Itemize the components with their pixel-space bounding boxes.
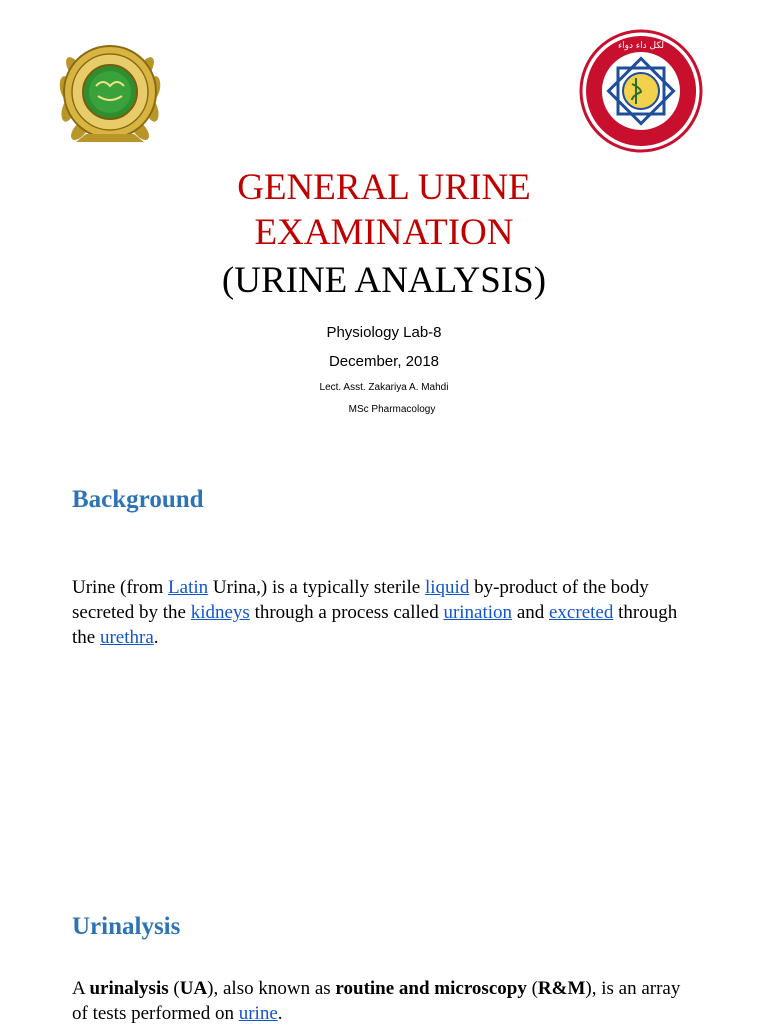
link-urination[interactable]: urination bbox=[443, 602, 513, 623]
university-seal-logo bbox=[52, 28, 168, 156]
bold-term: R&M bbox=[537, 978, 586, 999]
title-line-2: EXAMINATION bbox=[254, 212, 514, 253]
text-run: A bbox=[72, 978, 90, 999]
bold-term: urinalysis bbox=[89, 978, 169, 999]
text-run: Urine (from bbox=[72, 577, 169, 598]
text-run: and bbox=[512, 602, 549, 623]
text-run: . bbox=[277, 1003, 283, 1024]
text-run: ), is an array of tests performed on bbox=[72, 978, 681, 1024]
author-degree: MSc Pharmacology bbox=[348, 404, 436, 415]
university-seal-icon bbox=[52, 28, 168, 156]
title-line-1: GENERAL URINE bbox=[237, 167, 531, 208]
section-heading-urinalysis: Urinalysis bbox=[72, 913, 181, 940]
text-run: Urina,) is a typically sterile bbox=[208, 577, 425, 598]
link-excreted[interactable]: excreted bbox=[549, 602, 614, 623]
link-latin[interactable]: Latin bbox=[168, 577, 209, 598]
bold-term: UA bbox=[179, 978, 208, 999]
link-kidneys[interactable]: kidneys bbox=[190, 602, 250, 623]
text-run: by-product of the body secreted by the bbox=[72, 577, 649, 623]
background-paragraph bbox=[72, 575, 696, 650]
text-run: ( bbox=[526, 978, 538, 999]
pharmacy-college-emblem-icon bbox=[578, 28, 704, 154]
author-name: Lect. Asst. Zakariya A. Mahdi bbox=[319, 382, 449, 393]
svg-text:لكل داء دواء: لكل داء دواء bbox=[617, 41, 665, 51]
text-run: through the bbox=[72, 602, 678, 648]
bold-term: routine and microscopy bbox=[335, 978, 527, 999]
link-liquid[interactable]: liquid bbox=[425, 577, 470, 598]
urinalysis-paragraph bbox=[72, 976, 696, 1026]
pharmacy-college-logo bbox=[578, 28, 704, 154]
text-run: ), also known as bbox=[207, 978, 336, 999]
subtitle: (URINE ANALYSIS) bbox=[221, 260, 547, 301]
text-run: . bbox=[153, 627, 159, 648]
date: December, 2018 bbox=[328, 353, 440, 370]
section-heading-background: Background bbox=[72, 486, 204, 513]
text-run: through a process called bbox=[249, 602, 444, 623]
course-name: Physiology Lab-8 bbox=[326, 324, 442, 341]
text-run: ( bbox=[168, 978, 180, 999]
link-urine[interactable]: urine bbox=[238, 1003, 278, 1024]
link-urethra[interactable]: urethra bbox=[99, 627, 154, 648]
